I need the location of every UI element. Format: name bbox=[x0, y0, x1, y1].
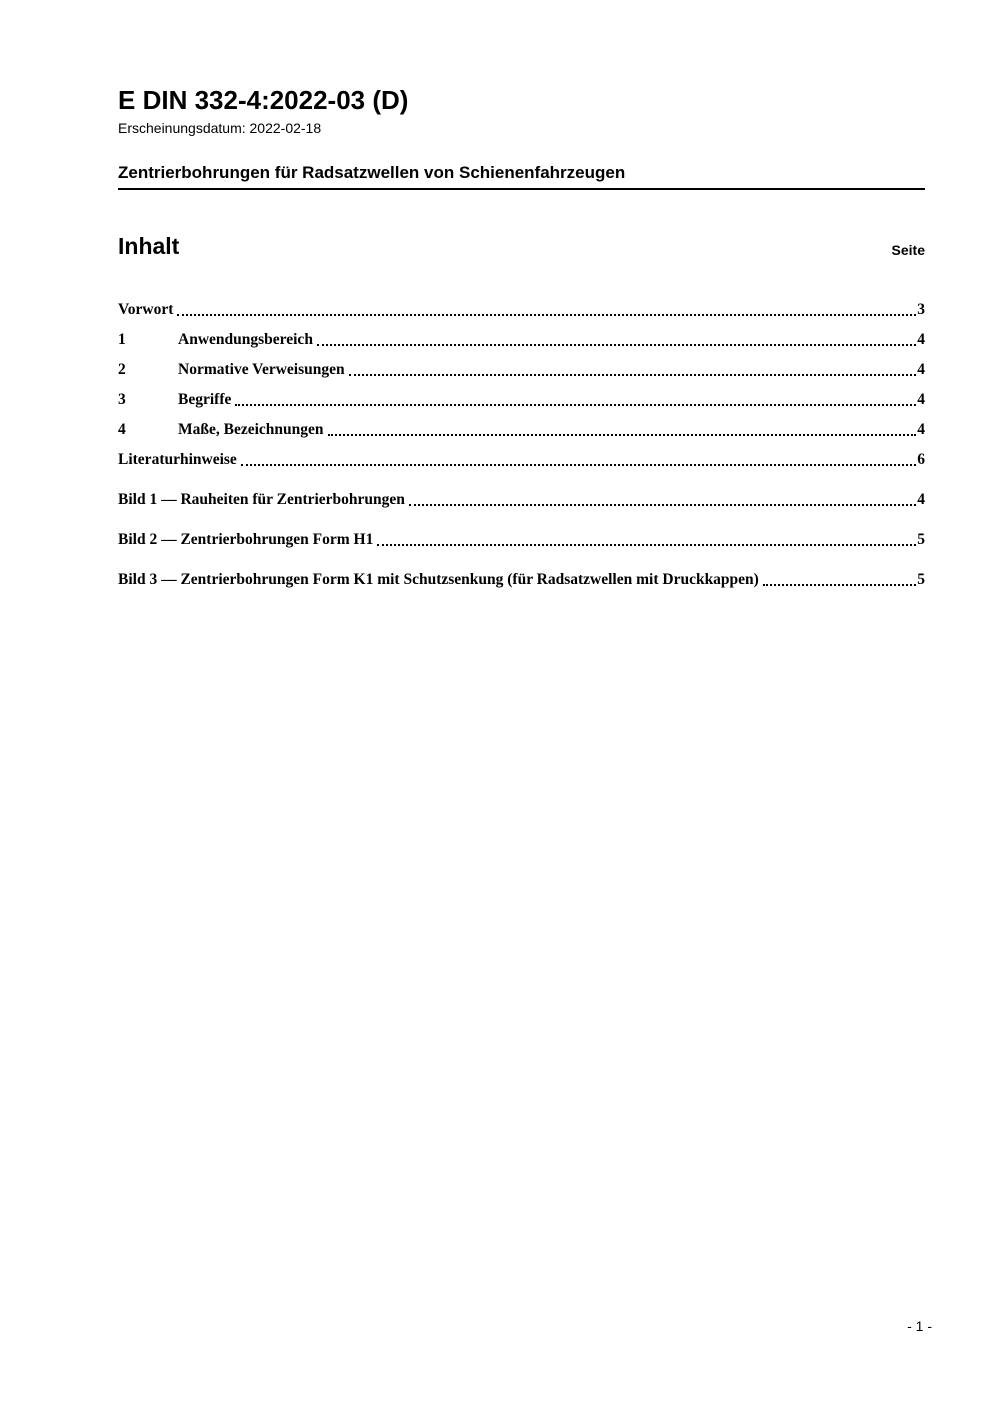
toc-entry-page: 4 bbox=[917, 390, 925, 408]
toc-entry-number: 2 bbox=[118, 360, 126, 378]
toc-entry-number: 1 bbox=[118, 330, 126, 348]
toc-entry-masse-bezeichnungen bbox=[118, 420, 925, 439]
toc-entry-label: Normative Verweisungen bbox=[178, 360, 345, 378]
dotted-leader bbox=[409, 504, 916, 506]
document-heading: Zentrierbohrungen für Radsatzwellen von Schienenfahrzeugen bbox=[118, 163, 925, 190]
dotted-leader bbox=[235, 404, 916, 406]
toc-entry-label: Bild 2 — Zentrierbohrungen Form H1 bbox=[118, 530, 374, 548]
toc-entry-bild-1 bbox=[118, 490, 925, 509]
toc-entry-number: 4 bbox=[118, 420, 126, 438]
toc-entry-bild-3 bbox=[118, 570, 925, 589]
toc-entry-label: Anwendungsbereich bbox=[178, 330, 313, 348]
toc-entry-anwendungsbereich bbox=[118, 330, 925, 349]
toc-entry-label: Bild 3 — Zentrierbohrungen Form K1 mit Schutzsenkung (für Radsatzwellen mit Druckkappen) bbox=[118, 570, 759, 588]
page-content bbox=[118, 86, 925, 600]
toc-entry-bild-2 bbox=[118, 530, 925, 549]
toc-entry-label: Begriffe bbox=[178, 390, 232, 408]
toc-entry-page: 4 bbox=[917, 360, 925, 378]
publication-date: Erscheinungsdatum: 2022-02-18 bbox=[118, 119, 322, 136]
toc-entry-begriffe bbox=[118, 390, 925, 409]
dotted-leader bbox=[349, 374, 917, 376]
page-number-footer: - 1 - bbox=[907, 1318, 932, 1334]
dotted-leader bbox=[241, 464, 916, 466]
toc-entry-normative-verweisungen bbox=[118, 360, 925, 379]
toc-entry-page: 5 bbox=[917, 530, 925, 548]
document-title: E DIN 332-4:2022-03 (D) bbox=[118, 85, 409, 115]
dotted-leader bbox=[177, 314, 916, 316]
toc-entry-vorwort bbox=[118, 300, 925, 319]
toc-entry-page: 4 bbox=[917, 420, 925, 438]
toc-header-row bbox=[118, 233, 925, 260]
toc-entry-label: Vorwort bbox=[118, 300, 174, 318]
toc-entry-page: 3 bbox=[917, 300, 925, 318]
toc-entry-page: 6 bbox=[917, 450, 925, 468]
toc-entry-literaturhinweise bbox=[118, 450, 925, 469]
toc-page-column-label: Seite bbox=[891, 241, 925, 258]
toc-entry-page: 4 bbox=[917, 490, 925, 508]
dotted-leader bbox=[328, 434, 917, 436]
dotted-leader bbox=[763, 584, 916, 586]
toc-heading: Inhalt bbox=[118, 232, 180, 259]
dotted-leader bbox=[377, 544, 916, 546]
dotted-leader bbox=[317, 344, 916, 346]
toc-entry-label: Maße, Bezeichnungen bbox=[178, 420, 324, 438]
toc-entry-label: Literaturhinweise bbox=[118, 450, 237, 468]
toc-entry-label: Bild 1 — Rauheiten für Zentrierbohrungen bbox=[118, 490, 405, 508]
table-of-contents bbox=[118, 300, 925, 589]
toc-entry-page: 4 bbox=[917, 330, 925, 348]
toc-entry-number: 3 bbox=[118, 390, 126, 408]
toc-entry-page: 5 bbox=[917, 570, 925, 588]
